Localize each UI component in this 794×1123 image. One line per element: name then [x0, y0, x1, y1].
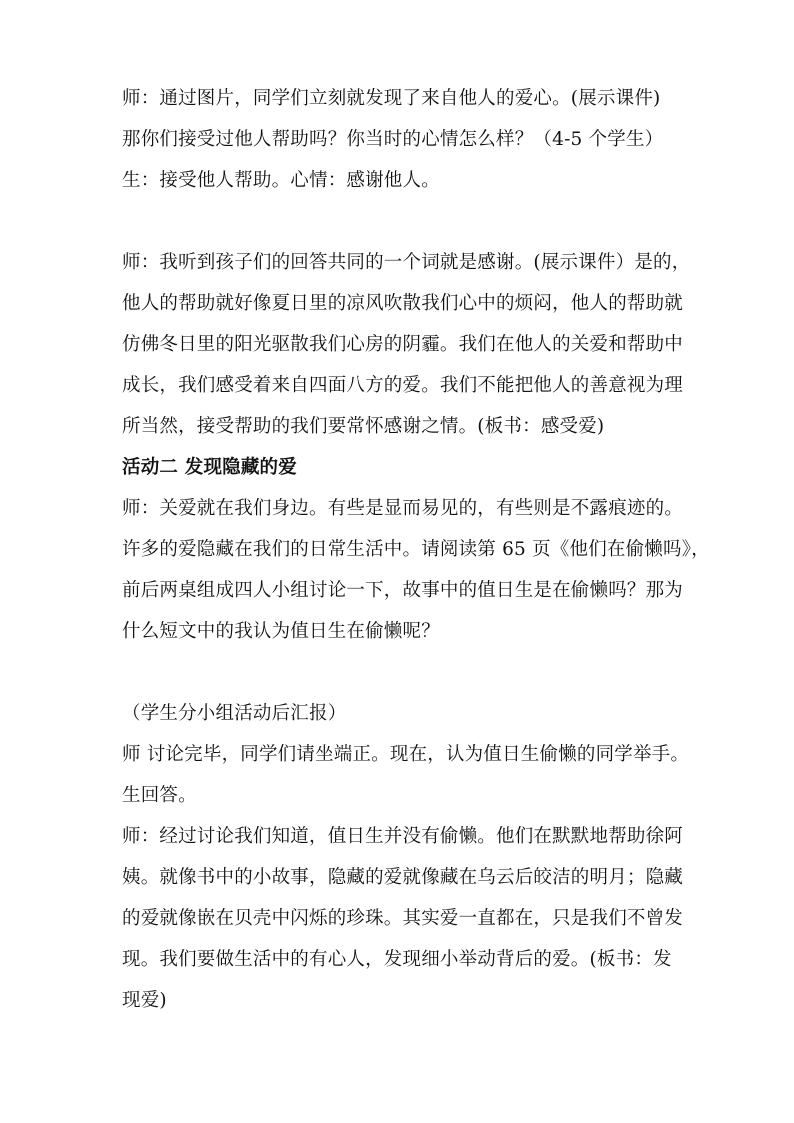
paragraph-line: 许多的爱隐藏在我们的日常生活中。请阅读第 65 页《他们在偷懒吗》，	[122, 539, 710, 560]
paragraph-line: 现爱)	[122, 990, 167, 1011]
paragraph-line: 成长，我们感受着来自四面八方的爱。我们不能把他人的善意视为理	[122, 375, 684, 396]
paragraph-line: 什么短文中的我认为值日生在偷懒呢？	[122, 621, 440, 642]
paragraph-line: 那你们接受过他人帮助吗？你当时的心情怎么样？（4-5 个学生）	[122, 129, 664, 150]
paragraph-line: 姨。就像书中的小故事，隐藏的爱就像藏在乌云后皎洁的明月；隐藏	[122, 867, 684, 888]
paragraph-line: （学生分小组活动后汇报）	[122, 703, 347, 724]
section-heading: 活动二 发现隐藏的爱	[122, 457, 297, 478]
document-body	[122, 78, 762, 1021]
paragraph-line: 师 讨论完毕，同学们请坐端正。现在，认为值日生偷懒的同学举手。	[122, 744, 690, 765]
paragraph-line: 师：经过讨论我们知道，值日生并没有偷懒。他们在默默地帮助徐阿	[122, 826, 684, 847]
paragraph-line: 生：接受他人帮助。心情：感谢他人。	[122, 170, 440, 191]
paragraph-line: 他人的帮助就好像夏日里的凉风吹散我们心中的烦闷，他人的帮助就	[122, 293, 684, 314]
paragraph-line: 师：通过图片，同学们立刻就发现了来自他人的爱心。(展示课件)	[122, 88, 661, 109]
paragraph-line: 现。我们要做生活中的有心人，发现细小举动背后的爱。(板书：发	[122, 949, 672, 970]
blank-line	[122, 652, 762, 693]
paragraph-line: 所当然，接受帮助的我们要常怀感谢之情。(板书：感受爱)	[122, 416, 605, 437]
paragraph-line: 师：我听到孩子们的回答共同的一个词就是感谢。(展示课件）是的，	[122, 252, 691, 273]
paragraph-line: 的爱就像嵌在贝壳中闪烁的珍珠。其实爱一直都在，只是我们不曾发	[122, 908, 684, 929]
paragraph-line: 前后两桌组成四人小组讨论一下，故事中的值日生是在偷懒吗？那为	[122, 580, 684, 601]
blank-line	[122, 201, 762, 242]
paragraph-line: 仿佛冬日里的阳光驱散我们心房的阴霾。我们在他人的关爱和帮助中	[122, 334, 684, 355]
paragraph-line: 生回答。	[122, 785, 197, 806]
paragraph-line: 师：关爱就在我们身边。有些是显而易见的，有些则是不露痕迹的。	[122, 498, 684, 519]
